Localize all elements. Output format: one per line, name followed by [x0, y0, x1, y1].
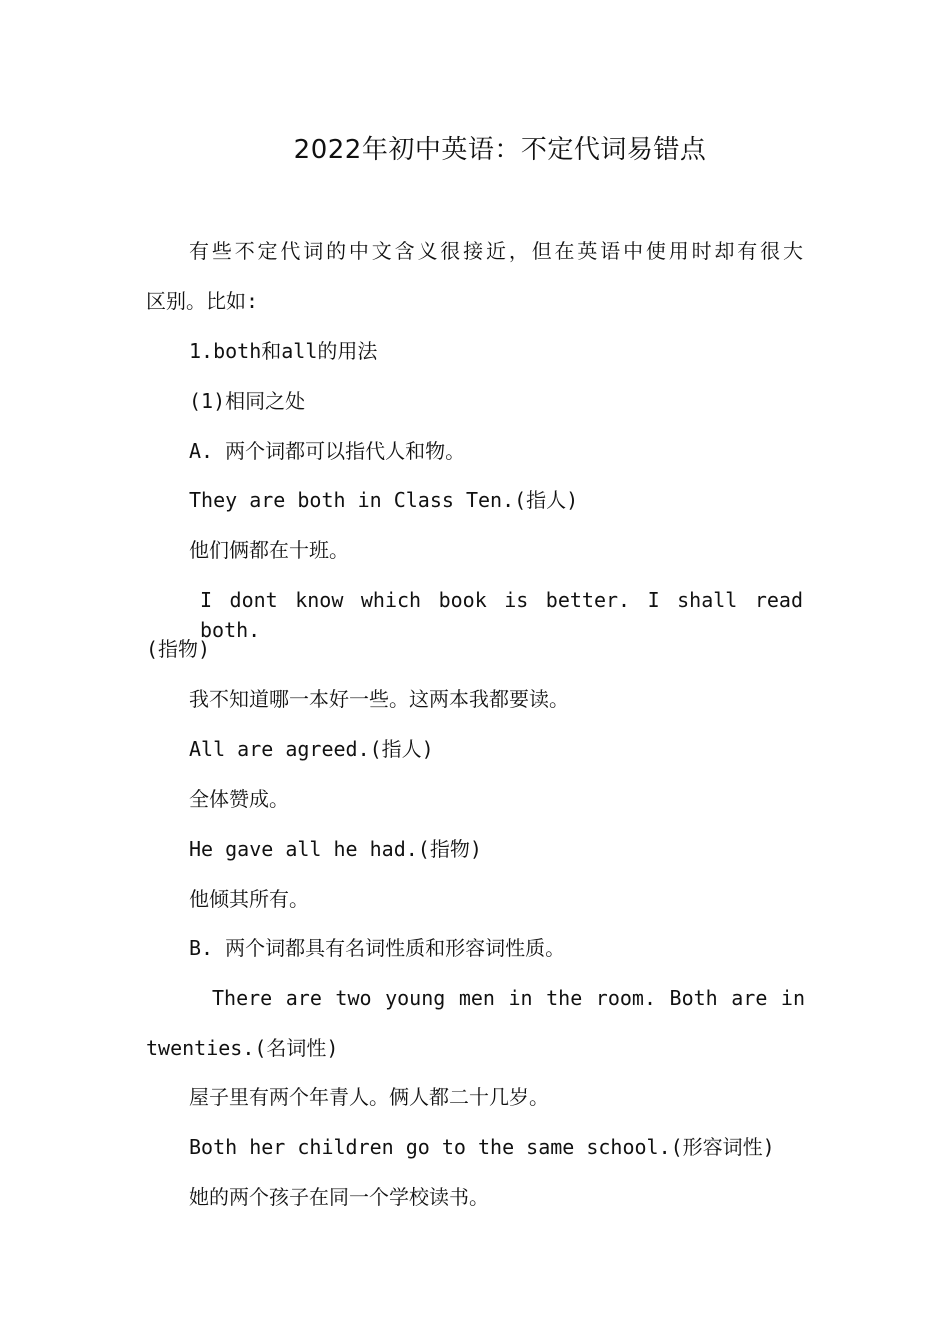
example-sentence: twenties.(名词性)	[146, 1036, 339, 1060]
example-sentence: (指物)	[146, 637, 211, 661]
example-translation: 她的两个孩子在同一个学校读书。	[189, 1185, 489, 1209]
example-translation: 我不知道哪一本好一些。这两本我都要读。	[189, 687, 569, 711]
example-sentence: They are both in Class Ten.(指人)	[189, 488, 579, 512]
example-sentence: Both her children go to the same school.(形容词性)	[189, 1135, 775, 1159]
point-heading: A. 两个词都可以指代人和物。	[189, 439, 466, 463]
example-translation: 他们俩都在十班。	[189, 538, 349, 562]
example-sentence: There are two young men in the room. Both are in	[212, 986, 805, 1010]
point-heading: B. 两个词都具有名词性质和形容词性质。	[189, 936, 566, 960]
example-sentence: He gave all he had.(指物)	[189, 837, 482, 861]
example-sentence: All are agreed.(指人)	[189, 737, 434, 761]
section-heading: 1.both和all的用法	[189, 339, 378, 363]
subsection-heading: (1)相同之处	[189, 389, 306, 413]
example-translation: 屋子里有两个年青人。俩人都二十几岁。	[189, 1085, 549, 1109]
example-translation: 全体赞成。	[189, 787, 289, 811]
example-sentence: I dont know which book is better. I shall read both.	[200, 588, 803, 642]
document-title: 2022年初中英语：不定代词易错点	[293, 135, 707, 165]
paragraph-line: 有些不定代词的中文含义很接近，但在英语中使用时却有很大	[189, 239, 803, 263]
example-translation: 他倾其所有。	[189, 887, 309, 911]
paragraph-line: 区别。比如:	[146, 289, 259, 313]
